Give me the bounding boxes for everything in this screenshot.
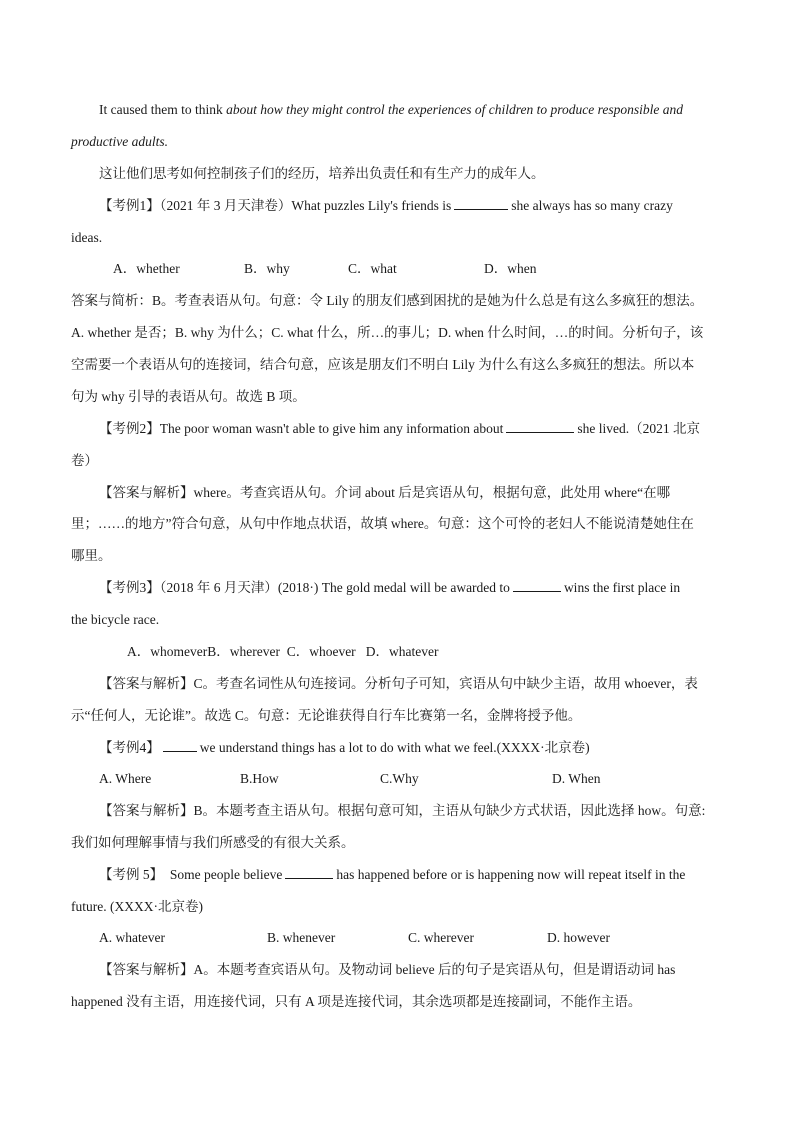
option-a: A. Where: [99, 771, 152, 786]
answer-blank: [506, 431, 574, 433]
answer-blank: [513, 590, 561, 592]
example-3-analysis-line: 示“任何人，无论谁”。故选 C。句意：无论谁获得自行车比赛第一名，金牌将授予他。: [71, 708, 582, 723]
example-1-question: 【考例1】（2021 年 3 月天津卷）What puzzles Lily's friends is she always has so many crazy: [99, 198, 673, 213]
example-3-question-cont: the bicycle race.: [71, 612, 160, 627]
example-1-analysis-line: 空需要一个表语从句的连接词，结合句意，应该是朋友们不明白 Lily 为什么有这么多疯狂的想法。所以本: [71, 357, 695, 372]
option-b: B.How: [240, 771, 279, 786]
answer-blank: [285, 877, 333, 879]
example-5-analysis-line: happened 没有主语，用连接代词，只有 A 项是连接代词，其余选项都是连接副词，不能作主语。: [71, 994, 642, 1009]
example-4-question: 【考例4】 we understand things has a lot to do with what we feel.(XXXX·北京卷): [99, 740, 590, 755]
intro-english-line-2: productive adults.: [71, 134, 168, 149]
answer-blank: [454, 208, 508, 210]
example-4-analysis-line: 我们如何理解事情与我们所感受的有很大关系。: [71, 835, 355, 850]
example-1-question-cont: ideas.: [71, 230, 103, 245]
option-d: D. When: [552, 771, 601, 786]
example-1-analysis-line: A. whether 是否；B. why 为什么；C. what 什么，所…的事儿；D. when 什么时间，…的时间。分析句子，该: [71, 325, 704, 340]
intro-chinese-translation: 这让他们思考如何控制孩子们的经历，培养出负责任和有生产力的成年人。: [99, 166, 545, 181]
option-c: C.Why: [380, 771, 419, 786]
example-3-analysis-line: 【答案与解析】C。考查名词性从句连接词。分析句子可知，宾语从句中缺少主语，故用 whoever，表: [99, 676, 698, 691]
example-2-analysis-line: 【答案与解析】where。考查宾语从句。介词 about 后是宾语从句，根据句意，此处用 where“在哪: [99, 485, 671, 500]
example-3-question: 【考例3】（2018 年 6 月天津）(2018·) The gold medal will be awarded to wins the first place in: [99, 580, 681, 595]
example-2-question: 【考例2】The poor woman wasn't able to give him any information about she lived.（2021 北京: [99, 421, 700, 436]
example-4-options: [99, 769, 619, 789]
example-2-question-cont: 卷）: [71, 453, 98, 468]
option-b: B．why: [244, 261, 290, 276]
example-5-question-cont: future. (XXXX·北京卷): [71, 899, 203, 914]
example-3-options: A．whomeverB．wherever C．whoever D．whatever: [127, 644, 439, 659]
example-4-analysis-line: 【答案与解析】B。本题考查主语从句。根据句意可知，主语从句缺少方式状语，因此选择 how。句意:: [99, 803, 706, 818]
answer-blank: [163, 750, 197, 752]
option-c: C. wherever: [408, 930, 474, 945]
example-1-analysis-line: 句为 why 引导的表语从句。故选 B 项。: [71, 389, 306, 404]
example-1-analysis-line: 答案与简析：B。考查表语从句。句意：令 Lily 的朋友们感到困扰的是她为什么总是有这么多疯狂的想法。: [71, 293, 704, 308]
example-1-options: [113, 259, 613, 279]
example-2-analysis-line: 里；……的地方”符合句意，从句中作地点状语，故填 where。句意：这个可怜的老妇人不能说清楚她住在: [71, 516, 694, 531]
intro-english-line-1: It caused them to think about how they might control the experiences of children to produce responsible and: [99, 102, 684, 117]
option-b: B. whenever: [267, 930, 336, 945]
example-5-analysis-line: 【答案与解析】A。本题考查宾语从句。及物动词 believe 后的句子是宾语从句，但是谓语动词 has: [99, 962, 676, 977]
option-a: A. whatever: [99, 930, 165, 945]
intro-italic-phrase: about how they might control the experiences of children to produce responsible and: [226, 102, 684, 117]
example-5-options: [99, 928, 619, 948]
option-d: D．when: [484, 261, 537, 276]
example-5-question: 【考例 5】 Some people believe has happened before or is happening now will repeat itself in the: [99, 867, 686, 882]
option-d: D. however: [547, 930, 610, 945]
option-c: C．what: [348, 261, 397, 276]
example-2-analysis-line: 哪里。: [71, 548, 112, 563]
option-a: A．whether: [113, 261, 180, 276]
